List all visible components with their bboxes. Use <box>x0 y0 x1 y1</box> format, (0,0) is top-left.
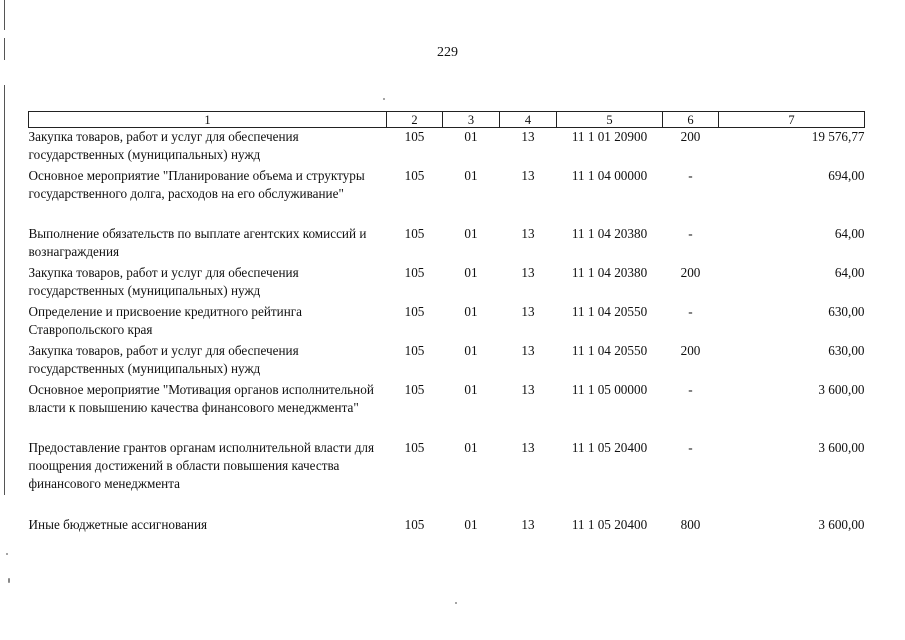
row-description: Предоставление грантов органам исполнительной власти для поощрения достижений в области повышения качества финансового менеджмента <box>28 439 375 491</box>
cell-expense-type: - <box>688 167 693 183</box>
cell-amount: 64,00 <box>834 225 865 241</box>
scan-speck <box>383 98 385 100</box>
cell-ministry: 105 <box>404 516 425 532</box>
table-row <box>29 167 865 225</box>
cell-ministry: 105 <box>404 225 425 241</box>
header-row <box>29 112 865 128</box>
cell-expense-type: 800 <box>680 516 701 532</box>
cell-subsection: 13 <box>521 129 535 144</box>
cell-target-article: 11 1 05 20400 <box>571 439 648 455</box>
cell-amount: 694,00 <box>828 167 865 183</box>
cell-amount: 19 576,77 <box>811 129 865 144</box>
cell-ministry: 105 <box>404 342 425 358</box>
table-row <box>29 381 865 439</box>
cell-section: 01 <box>464 439 478 455</box>
row-description: Закупка товаров, работ и услуг для обеспечения государственных (муниципальных) нужд <box>28 129 299 162</box>
cell-amount: 3 600,00 <box>818 516 865 532</box>
cell-expense-type: - <box>688 303 693 319</box>
row-description: Выполнение обязательств по выплате агентских комиссий и вознаграждения <box>28 225 367 259</box>
row-description: Закупка товаров, работ и услуг для обеспечения государственных (муниципальных) нужд <box>28 342 299 376</box>
cell-ministry: 105 <box>404 129 425 144</box>
cell-expense-type: 200 <box>680 129 701 144</box>
cell-target-article: 11 1 04 00000 <box>571 167 648 183</box>
cell-subsection: 13 <box>521 225 535 241</box>
cell-expense-type: - <box>688 439 693 455</box>
cell-section: 01 <box>464 167 478 183</box>
cell-subsection: 13 <box>521 516 535 532</box>
cell-subsection: 13 <box>521 439 535 455</box>
cell-expense-type: - <box>688 381 693 397</box>
table-row <box>29 128 865 167</box>
scan-speck <box>6 553 8 555</box>
cell-target-article: 11 1 05 20400 <box>571 516 648 532</box>
cell-section: 01 <box>464 225 478 241</box>
cell-target-article: 11 1 04 20380 <box>571 225 648 241</box>
cell-amount: 630,00 <box>828 342 865 358</box>
scan-margin-line <box>4 85 5 495</box>
col-header: 4 <box>500 112 557 128</box>
cell-subsection: 13 <box>521 303 535 319</box>
scan-speck <box>8 578 10 583</box>
cell-ministry: 105 <box>404 303 425 319</box>
cell-subsection: 13 <box>521 167 535 183</box>
cell-amount: 630,00 <box>828 303 865 319</box>
scan-margin-line <box>4 38 5 60</box>
col-header: 3 <box>443 112 500 128</box>
cell-ministry: 105 <box>404 381 425 397</box>
cell-section: 01 <box>464 129 478 144</box>
row-description: Закупка товаров, работ и услуг для обеспечения государственных (муниципальных) нужд <box>28 264 299 298</box>
cell-amount: 3 600,00 <box>818 439 865 455</box>
cell-amount: 3 600,00 <box>818 381 865 397</box>
cell-section: 01 <box>464 264 478 280</box>
cell-section: 01 <box>464 342 478 358</box>
cell-section: 01 <box>464 516 478 532</box>
cell-target-article: 11 1 04 20550 <box>571 303 648 319</box>
page-number: 229 <box>437 45 458 60</box>
col-header: 6 <box>663 112 719 128</box>
col-header: 2 <box>387 112 443 128</box>
cell-amount: 64,00 <box>834 264 865 280</box>
col-header: 1 <box>29 112 387 128</box>
table-row <box>29 225 865 264</box>
cell-subsection: 13 <box>521 264 535 280</box>
cell-expense-type: 200 <box>680 342 701 358</box>
cell-ministry: 105 <box>404 264 425 280</box>
cell-subsection: 13 <box>521 342 535 358</box>
row-description: Основное мероприятие "Планирование объема и структуры государственного долга, расходов на его обслуживание" <box>28 167 365 201</box>
scan-speck <box>455 602 457 604</box>
table-row <box>29 439 865 516</box>
cell-target-article: 11 1 01 20900 <box>571 129 648 144</box>
col-header: 7 <box>719 112 865 128</box>
col-header: 5 <box>557 112 663 128</box>
cell-ministry: 105 <box>404 167 425 183</box>
budget-table <box>28 111 865 536</box>
cell-subsection: 13 <box>521 381 535 397</box>
row-description: Иные бюджетные ассигнования <box>28 516 208 532</box>
row-description: Определение и присвоение кредитного рейтинга Ставропольского края <box>28 303 303 337</box>
cell-target-article: 11 1 04 20550 <box>571 342 648 358</box>
cell-target-article: 11 1 05 00000 <box>571 381 648 397</box>
table-row <box>29 516 865 536</box>
cell-section: 01 <box>464 303 478 319</box>
cell-target-article: 11 1 04 20380 <box>571 264 648 280</box>
table-row <box>29 303 865 342</box>
cell-section: 01 <box>464 381 478 397</box>
table-row <box>29 342 865 381</box>
table-row <box>29 264 865 303</box>
row-description: Основное мероприятие "Мотивация органов исполнительной власти к повышению качества финансового менеджмента" <box>28 381 374 415</box>
cell-expense-type: 200 <box>680 264 701 280</box>
scan-margin-line <box>4 0 5 30</box>
cell-ministry: 105 <box>404 439 425 455</box>
cell-expense-type: - <box>688 225 693 241</box>
